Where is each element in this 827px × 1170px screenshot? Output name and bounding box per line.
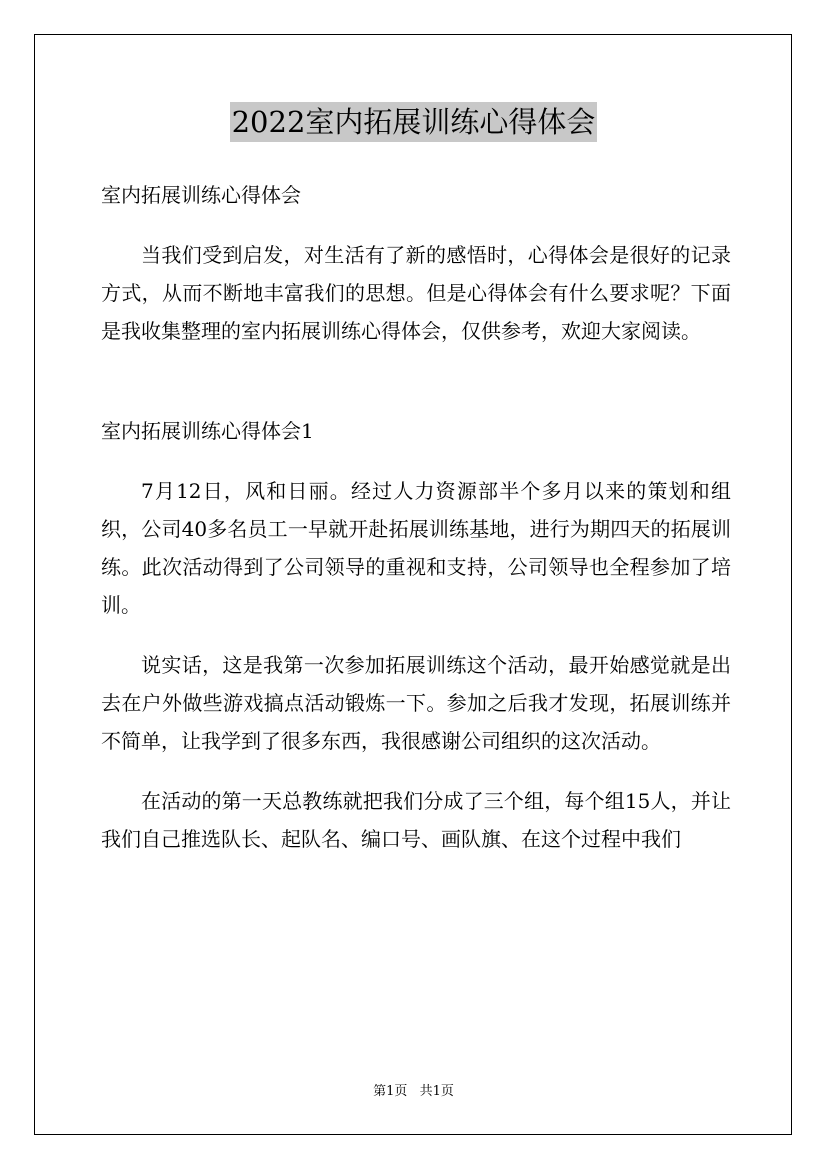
section-heading: 室内拓展训练心得体会1 [101,419,314,443]
body-paragraph: 7月12日，风和日丽。经过人力资源部半个多月以来的策划和组织，公司40多名员工一早就开赴拓展训练基地，进行为期四天的拓展训练。此次活动得到了公司领导的重视和支持，公司领导也全程参加了培训。 [101,479,731,617]
title-container [0,102,827,142]
page-footer [0,1083,827,1101]
intro-paragraph: 当我们受到启发，对生活有了新的感悟时，心得体会是很好的记录方式，从而不断地丰富我们的思想。但是心得体会有什么要求呢？下面是我收集整理的室内拓展训练心得体会，仅供参考，欢迎大家阅读。 [101,243,731,343]
page-total: 共1页 [419,1084,454,1099]
spacer [101,450,731,472]
document-body [101,176,731,858]
spacer [101,624,731,646]
spacer [101,350,731,412]
document-title: 2022室内拓展训练心得体会 [230,102,598,142]
spacer [101,214,731,236]
page-number: 第1页 [373,1084,408,1099]
body-paragraph: 在活动的第一天总教练就把我们分成了三个组，每个组15人，并让我们自己推选队长、起队名、编口号、画队旗、在这个过程中我们 [101,789,731,851]
body-paragraph: 说实话，这是我第一次参加拓展训练这个活动，最开始感觉就是出去在户外做些游戏搞点活动锻炼一下。参加之后我才发现，拓展训练并不简单，让我学到了很多东西，我很感谢公司组织的这次活动。 [101,653,731,753]
spacer [101,760,731,782]
intro-heading: 室内拓展训练心得体会 [101,183,301,207]
